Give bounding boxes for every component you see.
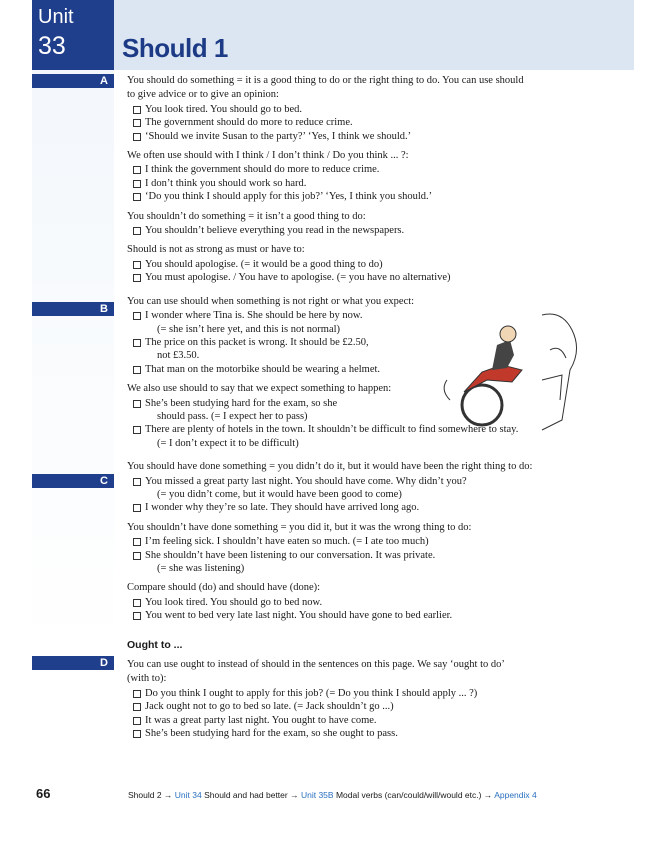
- ref-link-unit35b[interactable]: Unit 35B: [300, 790, 334, 800]
- section-a: [127, 74, 595, 285]
- section-tag-d: D: [32, 656, 114, 670]
- unit-box: [32, 0, 114, 70]
- text-line: You should do something = it is a good thing to do or the right thing to do. You can use should: [127, 75, 524, 86]
- example-item: Jack ought not to go to bed so late. (= Jack shouldn’t go ...): [127, 700, 595, 713]
- text-line: You shouldn’t do something = it isn’t a good thing to do:: [127, 210, 366, 222]
- text-line: Should is not as strong as must or have to:: [127, 244, 305, 256]
- text-line: We also use should to say that we expect something to happen:: [127, 383, 392, 395]
- section-d: [127, 639, 595, 741]
- text-line: You shouldn’t have done something = you did it, but it was the wrong thing to do:: [127, 521, 472, 533]
- text-line: You should have done something = you didn’t do it, but it would have been the right thing to do:: [127, 461, 533, 473]
- text-line: Compare should (do) and should have (done):: [127, 582, 321, 594]
- text-line: You can use ought to instead of should in the sentences on this page. We say ‘ought to do’: [127, 659, 505, 671]
- example-item: ‘Do you think I should apply for this job?’ ‘Yes, I think you should.’: [127, 190, 595, 203]
- section-tag-b: B: [32, 302, 114, 316]
- example-item: You missed a great party last night. You should have come. Why didn’t you?: [127, 475, 595, 488]
- example-item: You should apologise. (= it would be a good thing to do): [127, 258, 595, 271]
- example-item: You must apologise. / You have to apologise. (= you have no alternative): [127, 271, 595, 284]
- example-item: ‘Should we invite Susan to the party?’ ‘Yes, I think we should.’: [127, 130, 595, 143]
- example-item: There are plenty of hotels in the town. It shouldn’t be difficult to find somewhere to stay.: [127, 423, 595, 436]
- example-note: not £3.50.: [157, 350, 200, 362]
- example-item: The government should do more to reduce crime.: [127, 116, 595, 129]
- example-item: I think the government should do more to reduce crime.: [127, 163, 595, 176]
- section-heading: Ought to ...: [127, 638, 183, 651]
- example-item: It was a great party last night. You ought to have come.: [127, 714, 595, 727]
- section-c: [127, 460, 595, 622]
- text-line: You can use should when something is not right or what you expect:: [127, 295, 415, 307]
- example-note: should pass. (= I expect her to pass): [157, 410, 308, 422]
- example-note: (= she was listening): [157, 563, 245, 574]
- ref-text: Modal verbs (can/could/will/would etc.) →: [333, 790, 495, 800]
- example-note: (= you didn’t come, but it would have been good to come): [157, 488, 402, 500]
- example-item: I don’t think you should work so hard.: [127, 177, 595, 190]
- motorbike-illustration: [442, 310, 592, 440]
- example-item: You look tired. You should go to bed.: [127, 103, 595, 116]
- example-item: I’m feeling sick. I shouldn’t have eaten so much. (= I ate too much): [127, 535, 595, 548]
- example-item: You shouldn’t believe everything you read in the newspapers.: [127, 224, 595, 237]
- example-item: She shouldn’t have been listening to our conversation. It was private.: [127, 549, 595, 562]
- example-item: I wonder where Tina is. She should be here by now.: [127, 309, 595, 322]
- example-item: You look tired. You should go to bed now.: [127, 596, 595, 609]
- example-item: The price on this packet is wrong. It should be £2.50,: [127, 336, 595, 349]
- text-line: to give advice or to give an opinion:: [127, 89, 279, 101]
- cross-references: [128, 790, 537, 800]
- example-item: That man on the motorbike should be wearing a helmet.: [127, 363, 595, 376]
- unit-label: Unit: [38, 6, 74, 28]
- ref-text: Should 2 →: [128, 790, 175, 800]
- example-item: She’s been studying hard for the exam, so she: [127, 397, 595, 410]
- page-title: Should 1: [122, 33, 228, 63]
- ref-link-appendix4[interactable]: Appendix 4: [494, 790, 537, 800]
- ref-link-unit34[interactable]: Unit 34: [174, 790, 202, 800]
- example-item: You went to bed very late last night. You should have gone to bed earlier.: [127, 609, 595, 622]
- example-item: Do you think I ought to apply for this job? (= Do you think I should apply ... ?): [127, 687, 595, 700]
- side-strip: [32, 70, 114, 800]
- unit-number: 33: [38, 32, 66, 60]
- section-tag-c: C: [32, 474, 114, 488]
- ref-text: Should and had better →: [201, 790, 301, 800]
- text-line: (with to):: [127, 673, 167, 685]
- text-line: We often use should with I think / I don’t think / Do you think ... ?:: [127, 150, 409, 162]
- section-tag-a: A: [32, 74, 114, 88]
- example-note: (= I don’t expect it to be difficult): [157, 437, 299, 449]
- example-item: She’s been studying hard for the exam, so she ought to pass.: [127, 727, 595, 740]
- example-item: I wonder why they’re so late. They should have arrived long ago.: [127, 501, 595, 514]
- example-note: (= she isn’t here yet, and this is not normal): [157, 323, 341, 335]
- page-number: 66: [36, 786, 51, 801]
